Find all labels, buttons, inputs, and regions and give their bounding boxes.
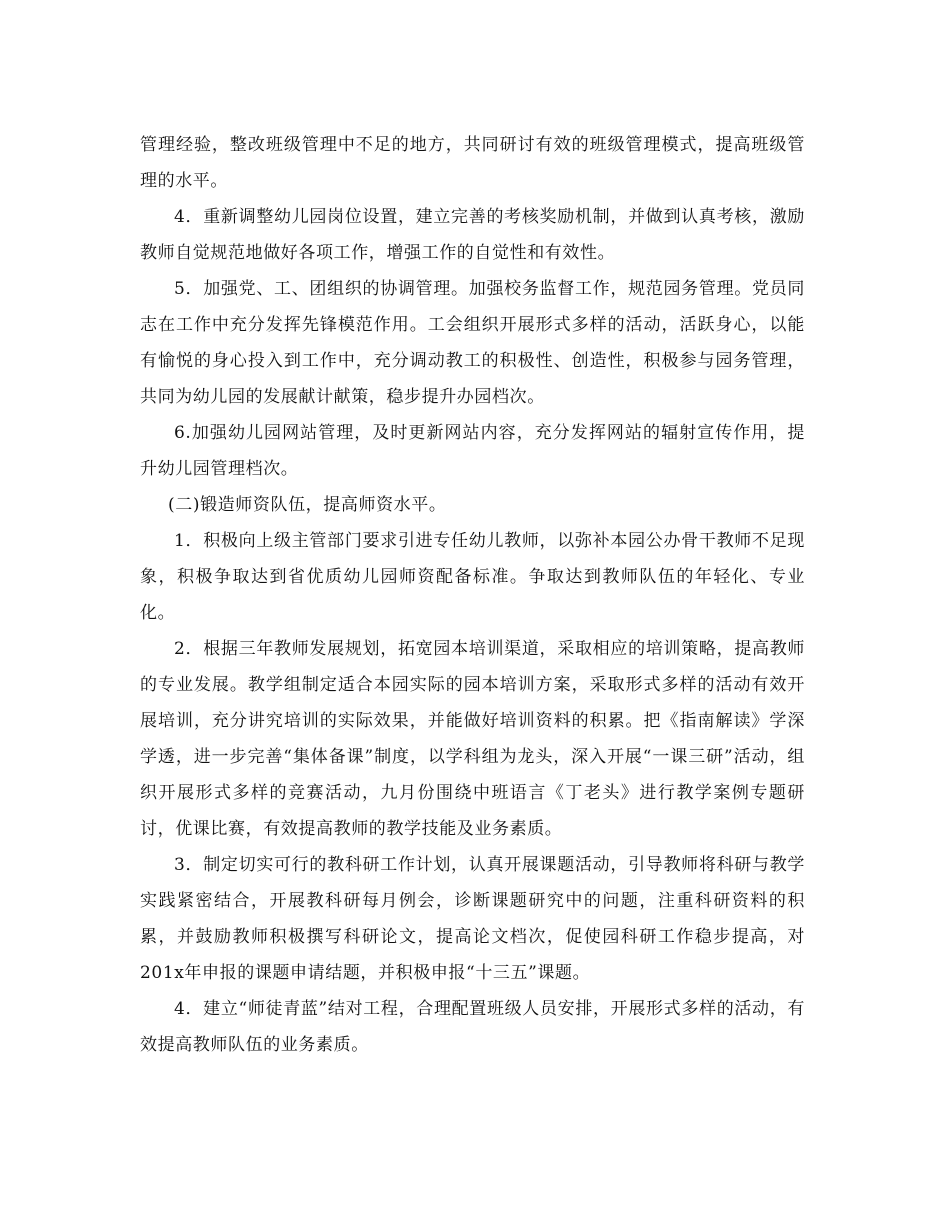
paragraph-item-6: 6.加强幼儿园网站管理，及时更新网站内容，充分发挥网站的辐射宣传作用，提升幼儿园管理档次。 (140, 423, 805, 479)
paragraph-item-4b: 4．建立“师徒青蓝”结对工程，合理配置班级人员安排，开展形式多样的活动，有效提高教师队伍的业务素质。 (140, 999, 805, 1055)
paragraph-item-5: 5．加强党、工、团组织的协调管理。加强校务监督工作，规范园务管理。党员同志在工作中充分发挥先锋模范作用。工会组织开展形式多样的活动，活跃身心，以能有愉悦的身心投入到工作中，充分调动教工的积极性、创造性，积极参与园务管理，共同为幼儿园的发展献计献策，稳步提升办园档次。 (140, 279, 805, 407)
paragraph-item-1: 1．积极向上级主管部门要求引进专任幼儿教师，以弥补本园公办骨干教师不足现象，积极争取达到省优质幼儿园师资配备标准。争取达到教师队伍的年轻化、专业化。 (140, 531, 805, 623)
paragraph-item-4: 4．重新调整幼儿园岗位设置，建立完善的考核奖励机制，并做到认真考核，激励教师自觉规范地做好各项工作，增强工作的自觉性和有效性。 (140, 207, 805, 263)
section-heading: (二)锻造师资队伍，提高师资水平。 (168, 495, 447, 515)
document-page (140, 127, 805, 1063)
paragraph-item-3: 3．制定切实可行的教科研工作计划，认真开展课题活动，引导教师将科研与教学实践紧密结合，开展教科研每月例会，诊断课题研究中的问题，注重科研资料的积累，并鼓励教师积极撰写科研论文，提高论文档次，促使园科研工作稳步提高，对201x年申报的课题申请结题，并积极申报“十三五”课题。 (140, 855, 805, 983)
paragraph-continuation: 管理经验，整改班级管理中不足的地方，共同研讨有效的班级管理模式，提高班级管理的水平。 (140, 135, 805, 191)
paragraph-item-2: 2．根据三年教师发展规划，拓宽园本培训渠道，采取相应的培训策略，提高教师的专业发展。教学组制定适合本园实际的园本培训方案，采取形式多样的活动有效开展培训，充分讲究培训的实际效果，并能做好培训资料的积累。把《指南解读》学深学透，进一步完善“集体备课”制度，以学科组为龙头，深入开展“一课三研”活动，组织开展形式多样的竞赛活动，九月份围绕中班语言《丁老头》进行教学案例专题研讨，优课比赛，有效提高教师的教学技能及业务素质。 (140, 639, 805, 839)
